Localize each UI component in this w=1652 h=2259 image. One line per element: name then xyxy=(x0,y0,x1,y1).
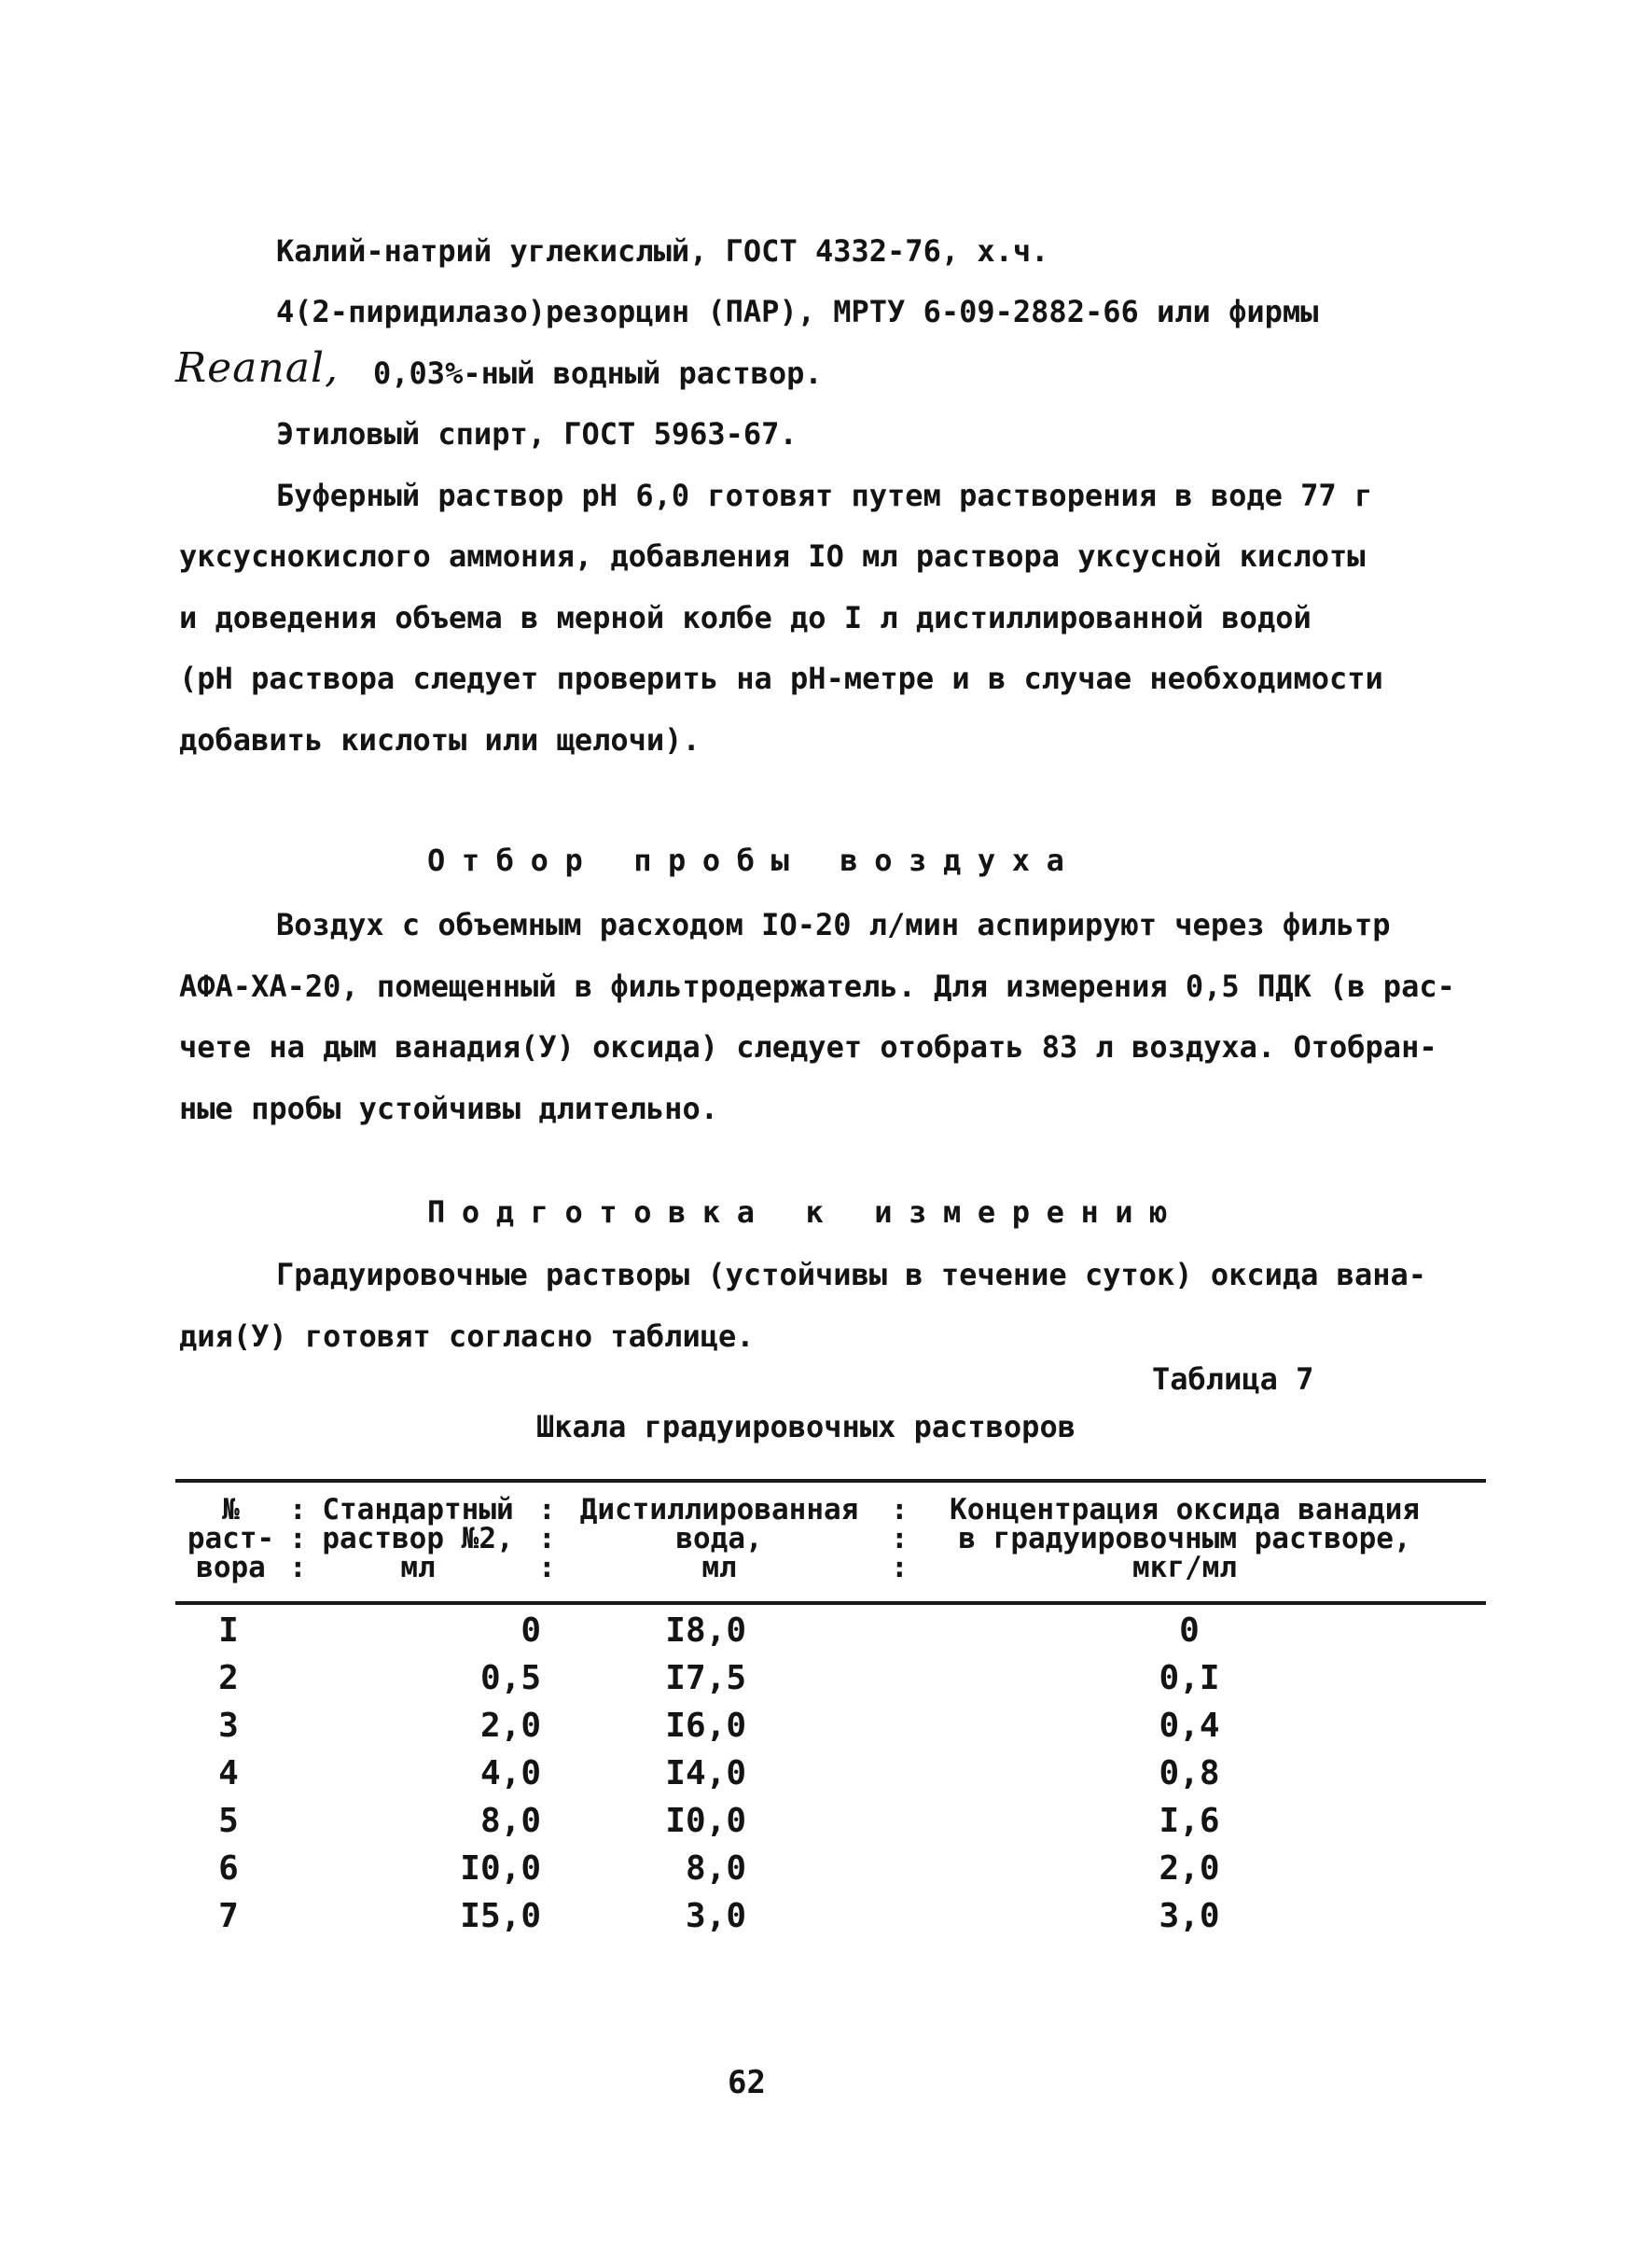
air-sampling-line-2: АФА-ХА-20, помещенный в фильтродержатель. Для измерения 0,5 ПДК (в рас- xyxy=(179,969,1455,1004)
header-separator: : : : xyxy=(538,1493,556,1584)
buffer-line-4: (pH раствора следует проверить на pH-метре и в случае необходимости xyxy=(179,661,1383,696)
preparation-line-2: дия(У) готовят согласно таблице. xyxy=(179,1318,755,1354)
handwritten-firm-name: Reanal, xyxy=(175,344,340,392)
air-sampling-line-4: ные пробы устойчивы длительно. xyxy=(179,1091,718,1126)
cell-number: I xyxy=(218,1611,239,1650)
cell-number: 2 xyxy=(218,1659,239,1697)
cell-standard: 8,0 xyxy=(479,1802,541,1840)
section-title-preparation: Подготовка к измерению xyxy=(427,1194,1185,1230)
cell-concentration: 0,4 xyxy=(1159,1707,1220,1745)
table-label: Таблица 7 xyxy=(1152,1361,1314,1397)
header-standard-solution: Стандартный раствор №2, мл xyxy=(322,1493,514,1584)
header-separator: : : : xyxy=(289,1493,307,1584)
table-title: Шкала градуировочных растворов xyxy=(536,1409,1076,1444)
air-sampling-line-1: Воздух с объемным расходом IO-20 л/мин аспирируют через фильтр xyxy=(276,907,1391,942)
reagent-line-ethanol: Этиловый спирт, ГОСТ 5963-67. xyxy=(276,416,798,452)
cell-standard: 2,0 xyxy=(479,1707,541,1745)
cell-water: I7,5 xyxy=(665,1659,746,1697)
header-number: № раст- вора xyxy=(187,1493,275,1584)
header-distilled-water: Дистиллированная вода, мл xyxy=(579,1493,859,1584)
buffer-line-2: уксуснокислого аммония, добавления IO мл раствора уксусной кислоты xyxy=(179,538,1366,574)
header-separator: : : : xyxy=(891,1493,909,1584)
cell-water: I8,0 xyxy=(665,1611,746,1650)
page-number: 62 xyxy=(728,2064,766,2101)
header-concentration: Концентрация оксида ванадия в градуировочным растворе, мкг/мл xyxy=(950,1493,1420,1584)
cell-concentration: I,6 xyxy=(1159,1802,1220,1840)
cell-concentration: 0 xyxy=(1179,1611,1200,1650)
cell-number: 4 xyxy=(218,1754,239,1792)
cell-concentration: 2,0 xyxy=(1159,1849,1220,1888)
cell-standard: I0,0 xyxy=(460,1849,541,1888)
air-sampling-line-3: чете на дым ванадия(У) оксида) следует отобрать 83 л воздуха. Отобран- xyxy=(179,1029,1437,1065)
cell-concentration: 0,8 xyxy=(1159,1754,1220,1792)
buffer-line-3: и доведения объема в мерной колбе до I л дистиллированной водой xyxy=(179,600,1312,635)
cell-concentration: 3,0 xyxy=(1159,1897,1220,1935)
cell-standard: 4,0 xyxy=(479,1754,541,1792)
cell-water: I0,0 xyxy=(665,1802,746,1840)
reagent-line-par: 4(2-пиридилазо)резорцин (ПАР), МРТУ 6-09-2882-66 или фирмы xyxy=(276,294,1319,329)
cell-number: 3 xyxy=(218,1707,239,1745)
cell-standard: 0 xyxy=(521,1611,541,1650)
buffer-line-1: Буферный раствор pH 6,0 готовят путем растворения в воде 77 г xyxy=(276,478,1373,513)
reagent-line-par-solution: 0,03%-ный водный раствор. xyxy=(373,356,823,391)
cell-water: I6,0 xyxy=(665,1707,746,1745)
cell-standard: I5,0 xyxy=(460,1897,541,1935)
cell-number: 7 xyxy=(218,1897,239,1935)
cell-number: 5 xyxy=(218,1802,239,1840)
cell-concentration: 0,I xyxy=(1159,1659,1220,1697)
table-top-rule xyxy=(175,1479,1486,1483)
preparation-line-1: Градуировочные растворы (устойчивы в течение суток) оксида вана- xyxy=(276,1257,1426,1292)
cell-water: 3,0 xyxy=(685,1897,746,1935)
table-header-rule xyxy=(175,1601,1486,1605)
cell-standard: 0,5 xyxy=(479,1659,541,1697)
cell-water: I4,0 xyxy=(665,1754,746,1792)
section-title-air-sampling: Отбор пробы воздуха xyxy=(427,843,1081,878)
cell-number: 6 xyxy=(218,1849,239,1888)
buffer-line-5: добавить кислоты или щелочи). xyxy=(179,722,701,758)
cell-water: 8,0 xyxy=(685,1849,746,1888)
reagent-line-potassium-sodium: Калий-натрий углекислый, ГОСТ 4332-76, х.ч. xyxy=(276,233,1049,269)
